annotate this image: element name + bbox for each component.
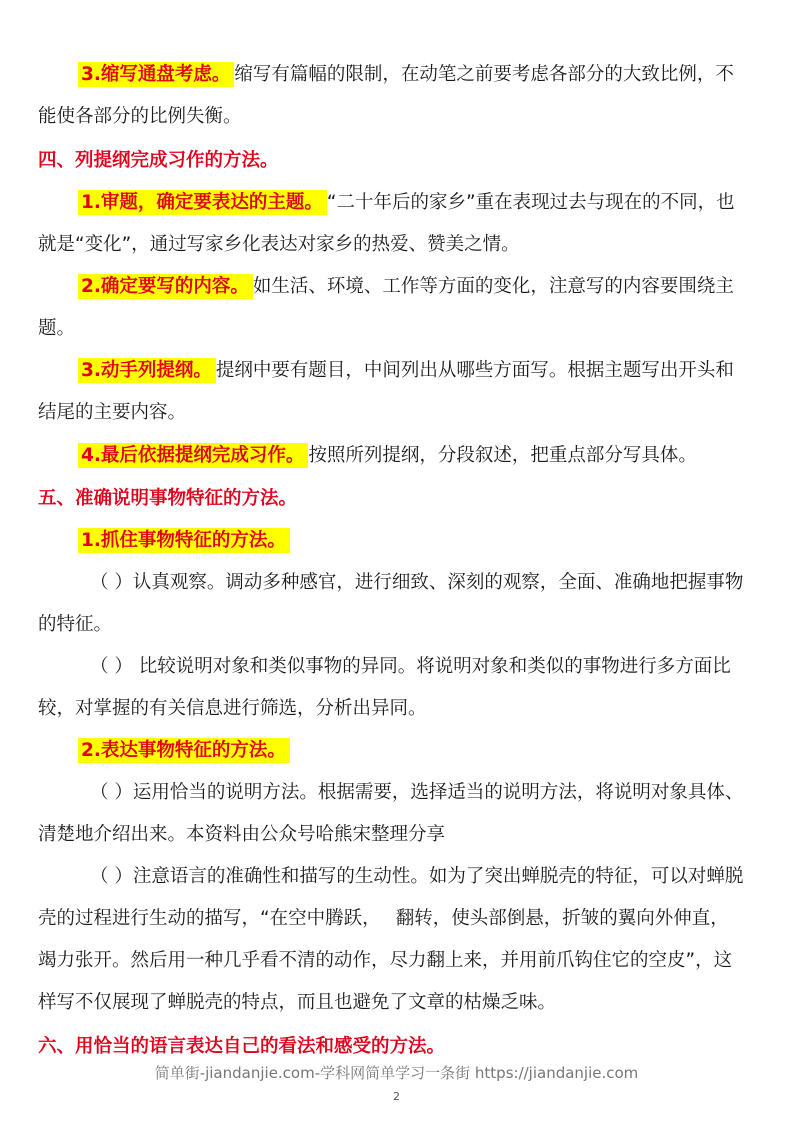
body-text: 竭力张开。然后用一种几乎看不清的动作，尽力翻上来，并用前爪钩住它的空皮”，这 [38, 950, 733, 971]
body-text: 提纲中要有题目，中间列出从哪些方面写。根据主题写出开头和 [215, 360, 734, 381]
highlighted-subheading: 1.抓住事物特征的方法。 [78, 528, 290, 553]
paragraph-line [78, 272, 778, 302]
body-text: （ ）运用恰当的说明方法。根据需要，选择适当的说明方法，将说明对象具体、 [90, 782, 744, 803]
highlighted-subheading: 4.最后依据提纲完成习作。 [78, 443, 308, 468]
body-text: （ ）认真观察。调动多种感官，进行细致、深刻的观察，全面、准确地把握事物 [90, 572, 744, 593]
body-text: 的特征。 [38, 614, 113, 635]
body-text: 就是“变化”，通过写家乡化表达对家乡的热爱、赞美之情。 [38, 234, 520, 255]
paragraph-line [78, 60, 778, 90]
body-text: 结尾的主要内容。 [38, 402, 187, 423]
paragraph-line [78, 441, 778, 471]
body-text: “二十年后的家乡”重在表现过去与现在的不同，也 [326, 192, 735, 213]
paragraph-line [78, 188, 778, 218]
body-text: （ ） 比较说明对象和类似事物的异同。将说明对象和类似的事物进行多方面比 [90, 656, 731, 677]
section-heading: 六、用恰当的语言表达自己的看法和感受的方法。 [38, 1036, 446, 1057]
body-text: 壳的过程进行生动的描写，“在空中腾跃， 翻转，使头部倒悬，折皱的翼向外伸直， [38, 908, 729, 929]
body-text: 较，对掌握的有关信息进行筛选，分析出异同。 [38, 698, 427, 719]
body-text: 样写不仅展现了蝉脱壳的特点，而且也避免了文章的枯燥乏味。 [38, 992, 557, 1013]
body-text: 题。 [38, 318, 76, 339]
section-heading: 四、列提纲完成习作的方法。 [38, 150, 279, 171]
paragraph-line [78, 526, 778, 556]
body-text: 清楚地介绍出来。本资料由公众号哈熊宋整理分享 [38, 824, 446, 845]
body-text: 按照所列提纲，分段叙述，把重点部分写具体。 [308, 445, 697, 466]
highlighted-subheading: 1.审题，确定要表达的主题。 [78, 190, 327, 215]
paragraph-line [78, 736, 778, 766]
paragraph-line [78, 356, 778, 386]
body-text: 缩写有篇幅的限制，在动笔之前要考虑各部分的大致比例，不 [234, 64, 734, 85]
body-text: （ ）注意语言的准确性和描写的生动性。如为了突出蝉脱壳的特征，可以对蝉脱 [90, 866, 744, 887]
page-number: 2 [393, 1090, 400, 1103]
highlighted-subheading: 3.动手列提纲。 [78, 358, 216, 383]
highlighted-subheading: 2.表达事物特征的方法。 [78, 738, 290, 763]
body-text: 如生活、环境、工作等方面的变化，注意写的内容要围绕主 [252, 276, 734, 297]
section-heading: 五、准确说明事物特征的方法。 [38, 488, 298, 509]
page-footer: 简单街-jiandanjie.com-学科网简单学习一条街 https://jiandanjie.com [154, 1064, 639, 1082]
highlighted-subheading: 2.确定要写的内容。 [78, 274, 253, 299]
highlighted-subheading: 3.缩写通盘考虑。 [78, 62, 234, 87]
body-text: 能使各部分的比例失衡。 [38, 106, 242, 127]
